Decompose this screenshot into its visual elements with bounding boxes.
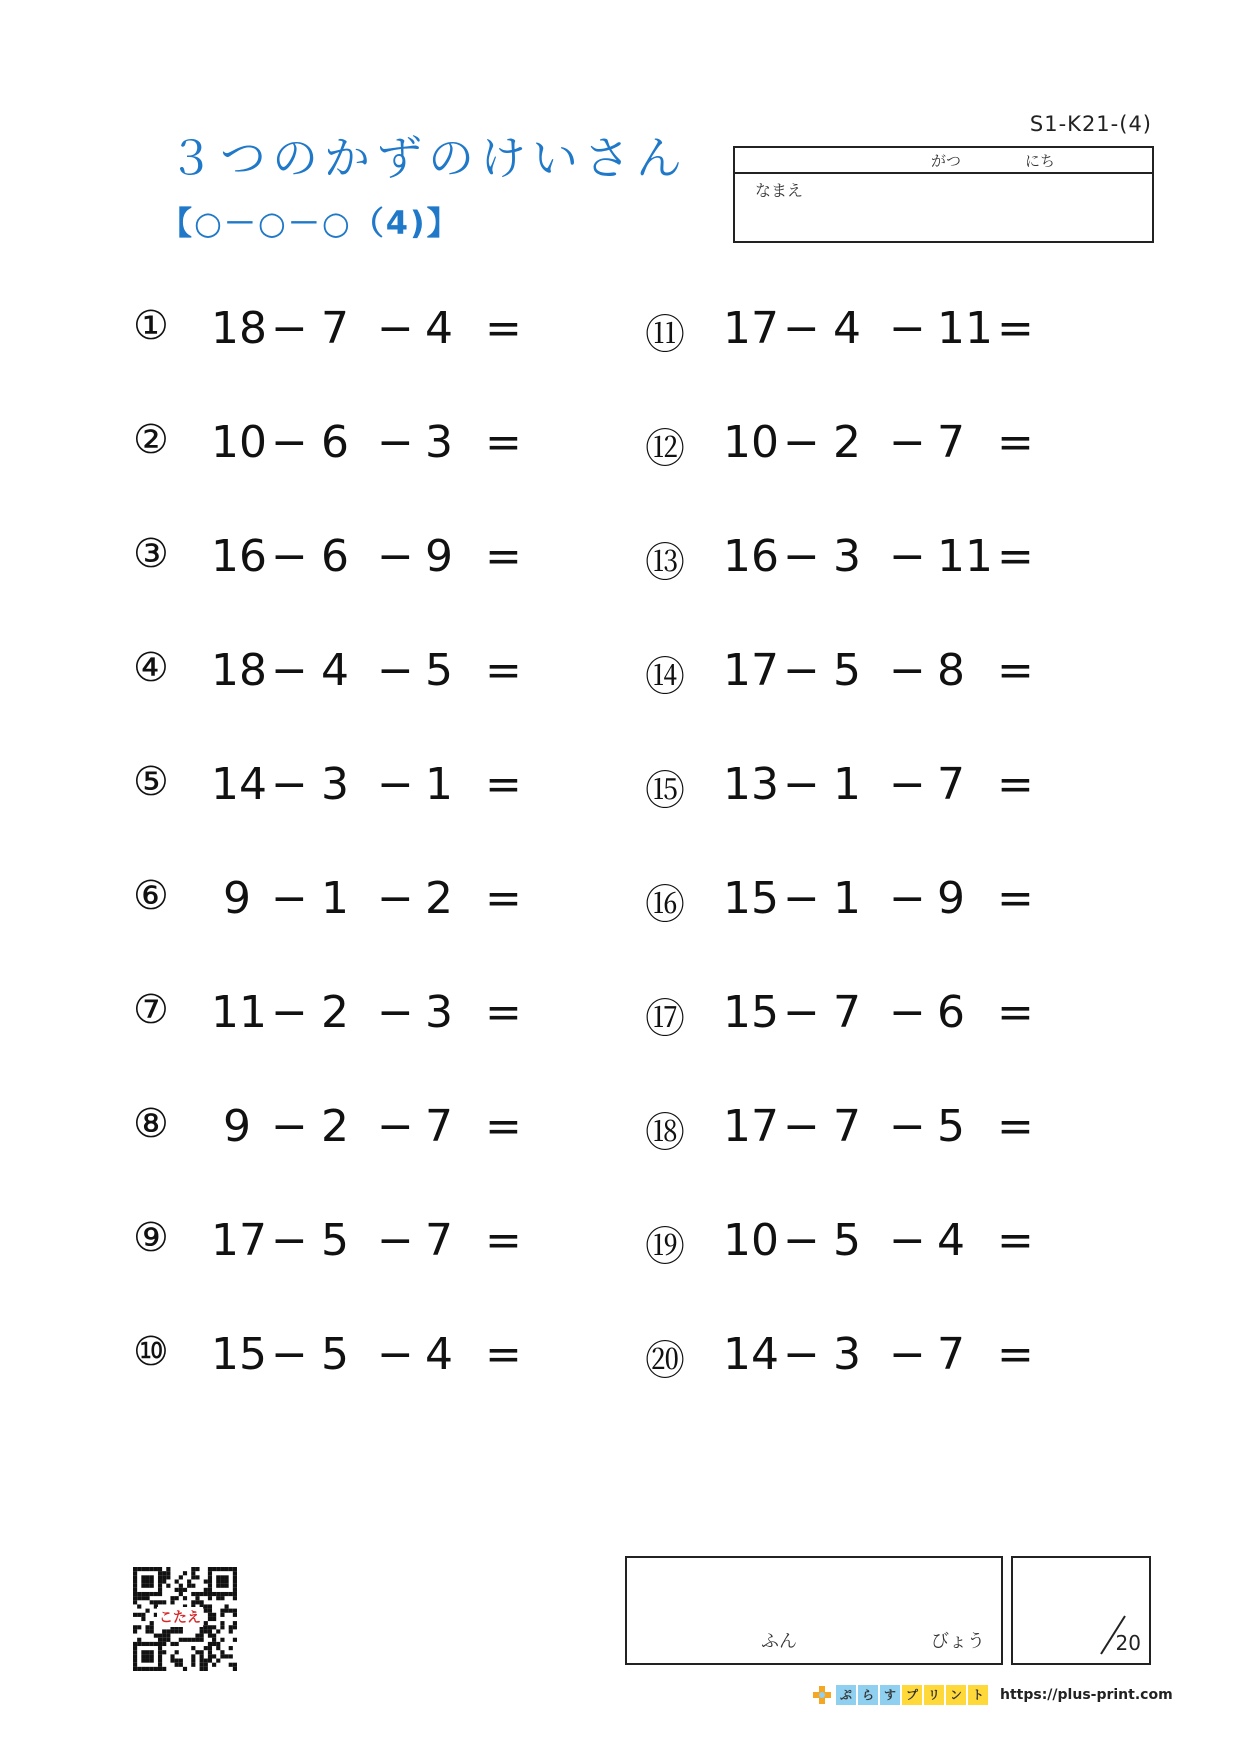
equals-sign: = xyxy=(997,873,1034,924)
brand-footer xyxy=(812,1683,1173,1707)
problem-row xyxy=(133,1215,553,1271)
worksheet-code: S1-K21-(4) xyxy=(1029,112,1152,136)
brand-char: ン xyxy=(946,1685,966,1705)
problem-row xyxy=(645,531,1065,587)
minus-operator: − xyxy=(783,417,820,468)
equals-sign: = xyxy=(485,1215,522,1266)
operand-third: 6 xyxy=(937,987,965,1038)
equals-sign: = xyxy=(485,303,522,354)
operand-second: 6 xyxy=(321,531,349,582)
operand-third: 4 xyxy=(425,1329,453,1380)
problem-row xyxy=(645,1329,1065,1385)
minus-operator: − xyxy=(889,987,926,1038)
operand-first: 10 xyxy=(723,417,779,468)
operand-second: 1 xyxy=(833,759,861,810)
operand-second: 2 xyxy=(833,417,861,468)
operand-first: 10 xyxy=(723,1215,779,1266)
problem-number: ⑥ xyxy=(133,873,169,919)
operand-third: 9 xyxy=(425,531,453,582)
operand-second: 6 xyxy=(321,417,349,468)
problem-row xyxy=(133,987,553,1043)
operand-third: 4 xyxy=(937,1215,965,1266)
problem-row xyxy=(645,303,1065,359)
operand-third: 11 xyxy=(937,303,993,354)
minus-operator: − xyxy=(271,1101,308,1152)
equals-sign: = xyxy=(485,759,522,810)
minus-operator: − xyxy=(377,417,414,468)
minus-operator: − xyxy=(377,1101,414,1152)
minus-operator: − xyxy=(889,645,926,696)
operand-first: 14 xyxy=(723,1329,779,1380)
operand-second: 3 xyxy=(833,1329,861,1380)
name-date-box[interactable] xyxy=(733,146,1154,243)
equals-sign: = xyxy=(997,987,1034,1038)
problem-number: ② xyxy=(133,417,169,463)
problem-number: ⑱ xyxy=(645,1110,685,1156)
minus-operator: − xyxy=(783,303,820,354)
minus-operator: − xyxy=(889,1329,926,1380)
problem-row xyxy=(645,1215,1065,1271)
minus-operator: − xyxy=(783,759,820,810)
problem-row xyxy=(133,645,553,701)
seconds-label: びょう xyxy=(931,1631,985,1652)
problem-row xyxy=(133,1329,553,1385)
operand-first: 11 xyxy=(211,987,267,1038)
day-label: にち xyxy=(1025,152,1056,170)
operand-second: 1 xyxy=(833,873,861,924)
problem-row xyxy=(133,1101,553,1157)
problem-number: ⑰ xyxy=(645,996,685,1042)
qr-answer-label: こたえ xyxy=(157,1607,203,1627)
operand-third: 1 xyxy=(425,759,453,810)
score-box[interactable] xyxy=(1011,1556,1151,1665)
minus-operator: − xyxy=(783,531,820,582)
brand-char: ら xyxy=(858,1685,878,1705)
minus-operator: − xyxy=(889,417,926,468)
operand-first: 18 xyxy=(211,303,267,354)
time-box[interactable] xyxy=(625,1556,1003,1665)
minus-operator: − xyxy=(271,1329,308,1380)
operand-second: 5 xyxy=(833,1215,861,1266)
problem-row xyxy=(645,873,1065,929)
problem-number: ⑲ xyxy=(645,1224,685,1270)
equals-sign: = xyxy=(485,987,522,1038)
problem-row xyxy=(133,759,553,815)
operand-second: 1 xyxy=(321,873,349,924)
problem-number: ⑪ xyxy=(645,312,685,358)
operand-second: 5 xyxy=(321,1329,349,1380)
operand-second: 3 xyxy=(833,531,861,582)
problem-row xyxy=(645,1101,1065,1157)
minus-operator: − xyxy=(271,987,308,1038)
brand-name xyxy=(836,1685,988,1705)
brand-char: す xyxy=(880,1685,900,1705)
operand-second: 3 xyxy=(321,759,349,810)
operand-third: 3 xyxy=(425,987,453,1038)
equals-sign: = xyxy=(997,417,1034,468)
problem-number: ⑦ xyxy=(133,987,169,1033)
site-url[interactable]: https://plus-print.com xyxy=(1000,1687,1173,1703)
minus-operator: − xyxy=(377,645,414,696)
operand-second: 5 xyxy=(833,645,861,696)
operand-first: 16 xyxy=(723,531,779,582)
problem-row xyxy=(133,303,553,359)
minus-operator: − xyxy=(377,759,414,810)
problem-row xyxy=(133,531,553,587)
page-title: ３つのかずのけいさん xyxy=(168,131,688,185)
operand-first: 9 xyxy=(223,1101,251,1152)
problem-number: ⑨ xyxy=(133,1215,169,1261)
name-label: なまえ xyxy=(755,181,804,200)
operand-third: 3 xyxy=(425,417,453,468)
answer-qr-code[interactable] xyxy=(133,1567,237,1671)
operand-second: 2 xyxy=(321,1101,349,1152)
minus-operator: − xyxy=(783,1329,820,1380)
minus-operator: − xyxy=(783,987,820,1038)
operand-second: 4 xyxy=(833,303,861,354)
equals-sign: = xyxy=(485,1101,522,1152)
minus-operator: − xyxy=(783,645,820,696)
equals-sign: = xyxy=(997,531,1034,582)
operand-third: 7 xyxy=(425,1215,453,1266)
minus-operator: − xyxy=(271,1215,308,1266)
problem-row xyxy=(133,417,553,473)
operand-third: 7 xyxy=(937,1329,965,1380)
minus-operator: − xyxy=(271,417,308,468)
minus-operator: − xyxy=(271,303,308,354)
problem-number: ⑭ xyxy=(645,654,685,700)
problem-row xyxy=(645,645,1065,701)
minus-operator: − xyxy=(783,873,820,924)
problem-row xyxy=(645,987,1065,1043)
problem-number: ⑬ xyxy=(645,540,685,586)
brand-char: ぷ xyxy=(836,1685,856,1705)
operand-second: 2 xyxy=(321,987,349,1038)
operand-first: 16 xyxy=(211,531,267,582)
minus-operator: − xyxy=(889,1101,926,1152)
problem-number: ⑩ xyxy=(133,1329,169,1375)
operand-first: 15 xyxy=(211,1329,267,1380)
minus-operator: − xyxy=(271,873,308,924)
score-total: 20 xyxy=(1115,1631,1141,1655)
problem-number: ⑧ xyxy=(133,1101,169,1147)
brand-char: リ xyxy=(924,1685,944,1705)
operand-first: 13 xyxy=(723,759,779,810)
minus-operator: − xyxy=(889,303,926,354)
minus-operator: − xyxy=(889,873,926,924)
equals-sign: = xyxy=(485,531,522,582)
operand-first: 14 xyxy=(211,759,267,810)
equals-sign: = xyxy=(997,303,1034,354)
minus-operator: − xyxy=(377,1215,414,1266)
date-row[interactable] xyxy=(735,148,1152,174)
operand-first: 9 xyxy=(223,873,251,924)
problem-row xyxy=(645,759,1065,815)
minus-operator: − xyxy=(889,531,926,582)
operand-third: 5 xyxy=(937,1101,965,1152)
problem-number: ⑳ xyxy=(645,1338,685,1384)
minus-operator: − xyxy=(783,1215,820,1266)
minus-operator: − xyxy=(783,1101,820,1152)
month-label: がつ xyxy=(931,152,962,170)
equals-sign: = xyxy=(997,1215,1034,1266)
problem-number: ③ xyxy=(133,531,169,577)
operand-first: 17 xyxy=(723,303,779,354)
minus-operator: − xyxy=(271,759,308,810)
plus-logo-icon xyxy=(812,1685,832,1705)
brand-char: ト xyxy=(968,1685,988,1705)
problem-number: ④ xyxy=(133,645,169,691)
minus-operator: − xyxy=(889,1215,926,1266)
operand-third: 4 xyxy=(425,303,453,354)
operand-third: 7 xyxy=(937,417,965,468)
equals-sign: = xyxy=(485,873,522,924)
operand-third: 5 xyxy=(425,645,453,696)
problem-number: ⑤ xyxy=(133,759,169,805)
operand-first: 15 xyxy=(723,873,779,924)
problem-number: ⑮ xyxy=(645,768,685,814)
operand-second: 5 xyxy=(321,1215,349,1266)
operand-third: 8 xyxy=(937,645,965,696)
minus-operator: − xyxy=(889,759,926,810)
operand-first: 17 xyxy=(723,1101,779,1152)
minus-operator: − xyxy=(271,531,308,582)
operand-second: 7 xyxy=(833,1101,861,1152)
minus-operator: − xyxy=(377,873,414,924)
operand-first: 18 xyxy=(211,645,267,696)
equals-sign: = xyxy=(485,1329,522,1380)
operand-first: 10 xyxy=(211,417,267,468)
brand-char: プ xyxy=(902,1685,922,1705)
equals-sign: = xyxy=(485,417,522,468)
operand-second: 7 xyxy=(833,987,861,1038)
problem-number: ① xyxy=(133,303,169,349)
minus-operator: − xyxy=(271,645,308,696)
equals-sign: = xyxy=(997,1329,1034,1380)
equals-sign: = xyxy=(997,759,1034,810)
minus-operator: − xyxy=(377,1329,414,1380)
page-subtitle: 【○－○－○（4)】 xyxy=(160,204,461,242)
operand-third: 9 xyxy=(937,873,965,924)
operand-first: 17 xyxy=(211,1215,267,1266)
equals-sign: = xyxy=(997,1101,1034,1152)
operand-second: 4 xyxy=(321,645,349,696)
minus-operator: − xyxy=(377,303,414,354)
problem-row xyxy=(645,417,1065,473)
operand-first: 15 xyxy=(723,987,779,1038)
operand-third: 7 xyxy=(937,759,965,810)
operand-third: 7 xyxy=(425,1101,453,1152)
operand-first: 17 xyxy=(723,645,779,696)
minus-operator: − xyxy=(377,987,414,1038)
problem-row xyxy=(133,873,553,929)
minutes-label: ふん xyxy=(761,1631,797,1652)
equals-sign: = xyxy=(997,645,1034,696)
operand-third: 2 xyxy=(425,873,453,924)
operand-third: 11 xyxy=(937,531,993,582)
minus-operator: − xyxy=(377,531,414,582)
problem-number: ⑯ xyxy=(645,882,685,928)
equals-sign: = xyxy=(485,645,522,696)
operand-second: 7 xyxy=(321,303,349,354)
problem-number: ⑫ xyxy=(645,426,685,472)
